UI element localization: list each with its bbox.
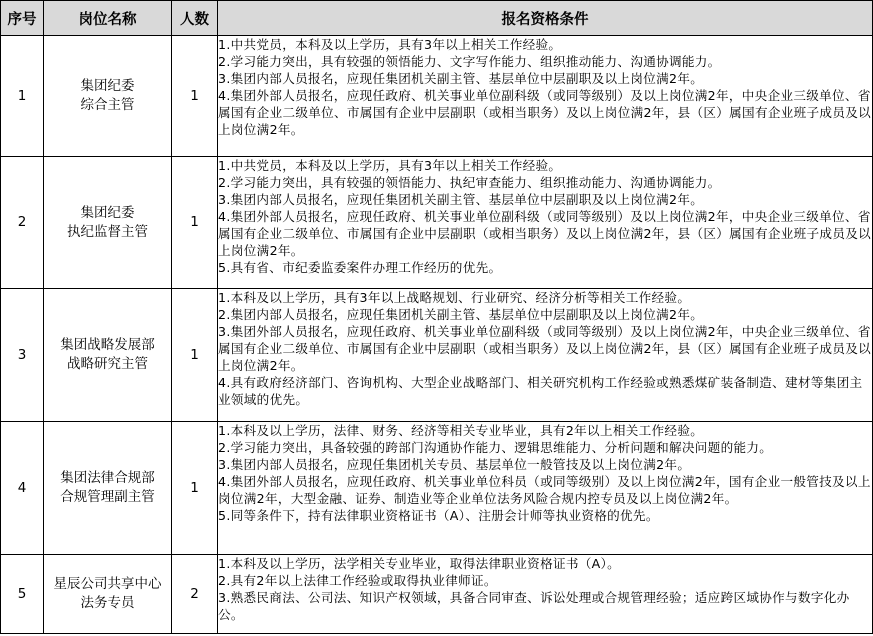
row-count: 1 — [172, 289, 218, 422]
row-index: 3 — [1, 289, 44, 422]
row-requirements — [218, 157, 873, 289]
row-count: 2 — [172, 555, 218, 634]
table-row — [1, 422, 873, 555]
row-index: 1 — [1, 36, 44, 157]
requirement-item: 3.集团内部人员报名，应现任集团机关副主管、基层单位中层副职及以上岗位满2年。 — [218, 192, 704, 207]
requirement-item: 4.集团外部人员报名，应现任政府、机关事业单位副科级（或同等级别）及以上岗位满2年，中央企业三级单位、省属国有企业二级单位、市属国有企业中层副职（或相当职务）及以上岗位满2年，县（区）属国有企业班子成员及以上岗位满2年。 — [218, 209, 871, 258]
requirement-item: 3.集团内部人员报名，应现任集团机关副主管、基层单位中层副职及以上岗位满2年。 — [218, 71, 704, 86]
requirement-item: 4.具有政府经济部门、咨询机构、大型企业战略部门、相关研究机构工作经验或熟悉煤矿装备制造、建材等集团主业领域的优先。 — [218, 375, 863, 407]
requirement-item: 2.学习能力突出，具备较强的跨部门沟通协作能力、逻辑思维能力、分析问题和解决问题的能力。 — [218, 440, 773, 455]
position-line: 集团纪委 — [80, 204, 135, 221]
position-line: 合规管理副主管 — [60, 489, 155, 505]
requirement-item: 1.本科及以上学历，具有3年以上战略规划、行业研究、经济分析等相关工作经验。 — [218, 290, 691, 305]
requirement-item: 5.同等条件下，持有法律职业资格证书（A）、注册会计师等执业资格的优先。 — [218, 508, 659, 523]
position-line: 星辰公司共享中心 — [53, 576, 162, 592]
row-position — [44, 36, 172, 157]
requirement-item: 4.集团外部人员报名，应现任政府、机关事业单位副科级（或同等级别）及以上岗位满2年，中央企业三级单位、省属国有企业二级单位、市属国有企业中层副职（或相当职务）及以上岗位满2年，县（区）属国有企业班子成员及以上岗位满2年。 — [218, 88, 871, 137]
requirement-item: 1.本科及以上学历，法学相关专业毕业，取得法律职业资格证书（A）。 — [218, 556, 621, 571]
requirement-item: 3.熟悉民商法、公司法、知识产权领域，具备合同审查、诉讼处理或合规管理经验；适应跨区域协作与数字化办公。 — [218, 590, 850, 622]
requirement-item: 2.集团内部人员报名，应现任集团机关副主管、基层单位中层副职及以上岗位满2年。 — [218, 307, 704, 322]
row-index: 2 — [1, 157, 44, 289]
requirement-item: 2.学习能力突出，具有较强的领悟能力、执纪审查能力、组织推动能力、沟通协调能力。 — [218, 175, 721, 190]
table-row — [1, 555, 873, 634]
row-index: 4 — [1, 422, 44, 555]
position-line: 集团法律合规部 — [60, 470, 155, 486]
row-requirements — [218, 422, 873, 555]
header-index: 序号 — [1, 1, 44, 36]
table-row — [1, 289, 873, 422]
requirement-item: 2.具有2年以上法律工作经验或取得执业律师证。 — [218, 573, 497, 588]
requirement-item: 5.具有省、市纪委监委案件办理工作经历的优先。 — [218, 260, 502, 275]
header-count: 人数 — [172, 1, 218, 36]
row-requirements — [218, 555, 873, 634]
requirement-item: 2.学习能力突出，具有较强的领悟能力、文字写作能力、组织推动能力、沟通协调能力。 — [218, 54, 721, 69]
row-count: 1 — [172, 422, 218, 555]
row-count: 1 — [172, 157, 218, 289]
header-position: 岗位名称 — [44, 1, 172, 36]
requirement-item: 1.中共党员，本科及以上学历，具有3年以上相关工作经验。 — [218, 158, 562, 173]
header-requirements: 报名资格条件 — [218, 1, 873, 36]
row-position — [44, 289, 172, 422]
position-line: 战略研究主管 — [67, 356, 148, 372]
header-row — [1, 1, 873, 36]
position-line: 法务专员 — [80, 595, 135, 611]
position-line: 综合主管 — [80, 97, 135, 113]
position-line: 集团纪委 — [80, 78, 135, 94]
requirement-item: 3.集团外部人员报名，应现任政府、机关事业单位副科级（或同等级别）及以上岗位满2年，中央企业三级单位、省属国有企业二级单位、市属国有企业中层副职（或相当职务）及以上岗位满2年，县（区）属国有企业班子成员及以上岗位满2年。 — [218, 324, 871, 373]
row-count: 1 — [172, 36, 218, 157]
row-position — [44, 422, 172, 555]
row-position — [44, 555, 172, 634]
position-line: 集团战略发展部 — [60, 337, 155, 353]
table-row — [1, 36, 873, 157]
requirement-item: 1.中共党员，本科及以上学历，具有3年以上相关工作经验。 — [218, 37, 562, 52]
row-requirements — [218, 289, 873, 422]
row-requirements — [218, 36, 873, 157]
row-position — [44, 157, 172, 289]
row-index: 5 — [1, 555, 44, 634]
requirement-item: 1.本科及以上学历，法律、财务、经济等相关专业毕业，具有2年以上相关工作经验。 — [218, 423, 704, 438]
requirement-item: 4.集团外部人员报名，应现任政府、机关事业单位科员（或同等级别）及以上岗位满2年，国有企业一般管技及以上岗位满2年，大型金融、证券、制造业等企业单位法务风险合规内控专员及以上岗位满2年。 — [218, 474, 871, 506]
table-row — [1, 157, 873, 289]
position-line: 执纪监督主管 — [67, 223, 148, 240]
requirement-item: 3.集团内部人员报名，应现任集团机关专员、基层单位一般管技及以上岗位满2年。 — [218, 457, 691, 472]
